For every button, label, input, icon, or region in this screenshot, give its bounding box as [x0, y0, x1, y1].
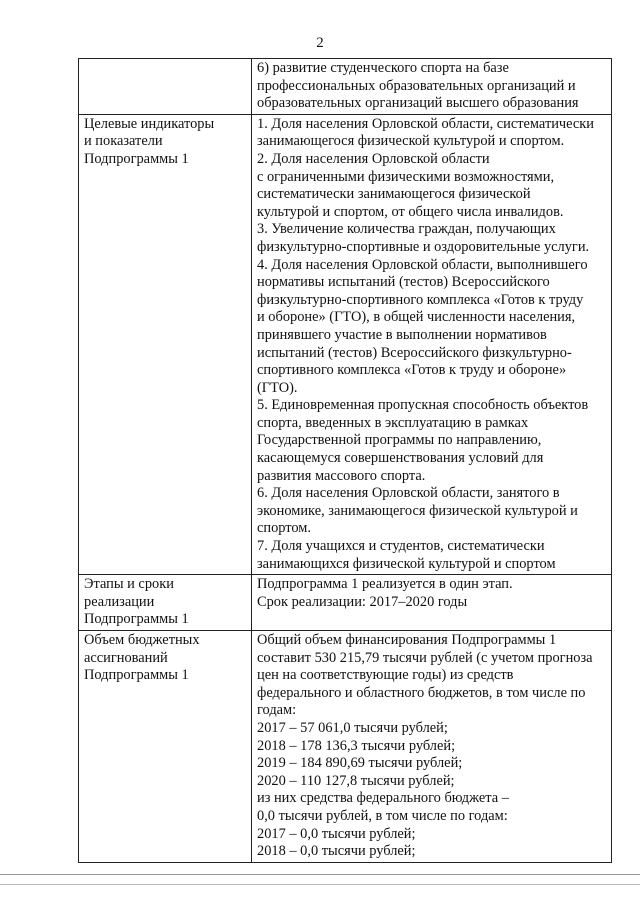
row-content-line: 2017 – 57 061,0 тысячи рублей;	[257, 719, 448, 736]
row-content-line: годам:	[257, 702, 297, 719]
row-heading-line: Подпрограммы 1	[84, 150, 189, 167]
page-number: 2	[316, 35, 324, 51]
row-content-line: федерального и областного бюджетов, в том числе по	[257, 684, 586, 701]
row-content-line: Общий объем финансирования Подпрограммы 1	[257, 632, 557, 648]
passport-table	[78, 58, 612, 863]
row-heading-line: Этапы и сроки	[84, 576, 174, 593]
row-content-line: 0,0 тысячи рублей, в том числе по годам:	[257, 807, 508, 824]
row-content-line: спорта, введенных в эксплуатацию в рамках	[257, 414, 529, 431]
row-content-line: 5. Единовременная пропускная способность объектов	[257, 397, 589, 414]
row-content-line: 2018 – 178 136,3 тысячи рублей;	[257, 737, 456, 754]
row-content-line: (ГТО).	[257, 379, 298, 396]
row-heading-line: Целевые индикаторы	[84, 115, 215, 132]
table-row	[79, 59, 612, 115]
row-content-line: физкультурно-спортивного комплекса «Готов к труду	[257, 291, 584, 308]
row-content-cell	[252, 59, 612, 115]
row-content-line: профессиональных образовательных организаций и	[257, 77, 576, 94]
row-content-line: 3. Увеличение количества граждан, получающих	[257, 221, 556, 238]
row-content-line: Подпрограмма 1 реализуется в один этап.	[257, 576, 513, 593]
table-body	[79, 59, 612, 863]
row-content-line: 6. Доля населения Орловской области, занятого в	[257, 485, 560, 502]
row-content-cell	[252, 631, 612, 863]
table-row	[79, 575, 612, 631]
row-content-line: касающемуся совершенствования условий для	[257, 450, 544, 467]
row-content-line: образовательных организаций высшего образования	[257, 95, 579, 112]
row-content-line: 6) развитие студенческого спорта на базе	[257, 60, 509, 76]
scan-edge-line	[0, 874, 640, 875]
row-heading-cell	[79, 114, 252, 574]
row-content-line: физкультурно-спортивные и оздоровительные услуги.	[257, 238, 590, 255]
row-content-line: занимающихся физической культурой и спортом	[257, 555, 556, 572]
row-heading-cell	[79, 59, 252, 115]
row-content-line: нормативы испытаний (тестов) Всероссийского	[257, 274, 550, 291]
row-content-line: Срок реализации: 2017–2020 годы	[257, 593, 468, 610]
row-content-line: 1. Доля населения Орловской области, систематически	[257, 115, 594, 132]
row-content-line: 2020 – 110 127,8 тысячи рублей;	[257, 772, 455, 789]
row-content-line: цен на соответствующие годы) из средств	[257, 667, 514, 684]
row-heading-line: реализации	[84, 593, 155, 610]
table-row	[79, 631, 612, 863]
row-heading-cell	[79, 575, 252, 631]
row-content-cell	[252, 575, 612, 631]
row-content-line: занимающегося физической культурой и спортом.	[257, 133, 565, 150]
scan-edge-line	[0, 884, 640, 885]
row-content-line: 2017 – 0,0 тысячи рублей;	[257, 825, 416, 842]
row-content-line: 2018 – 0,0 тысячи рублей;	[257, 843, 416, 860]
row-content-line: Государственной программы по направлению,	[257, 432, 542, 449]
row-content-line: испытаний (тестов) Всероссийского физкультурно-	[257, 344, 572, 361]
row-content-line: 2. Доля населения Орловской области	[257, 150, 490, 167]
row-heading-line: ассигнований	[84, 649, 168, 666]
row-content-line: культурой и спортом, от общего числа инвалидов.	[257, 203, 564, 220]
row-content-line: развития массового спорта.	[257, 467, 426, 484]
row-content-line: 7. Доля учащихся и студентов, систематически	[257, 538, 545, 555]
row-heading-line: Объем бюджетных	[84, 632, 200, 648]
row-heading-line: и показатели	[84, 133, 163, 150]
row-content-cell	[252, 114, 612, 574]
row-content-line: 2019 – 184 890,69 тысячи рублей;	[257, 755, 463, 772]
row-heading-cell	[79, 631, 252, 863]
row-content-line: и обороне» (ГТО), в общей численности населения,	[257, 309, 576, 326]
row-heading-line: Подпрограммы 1	[84, 667, 189, 684]
row-heading-line: Подпрограммы 1	[84, 611, 189, 628]
row-content-line: из них средства федерального бюджета –	[257, 790, 509, 807]
row-content-line: принявшего участие в выполнении нормативов	[257, 326, 547, 343]
row-content-line: с ограниченными физическими возможностями,	[257, 168, 555, 185]
row-content-line: спортом.	[257, 520, 312, 537]
row-content-line: систематически занимающегося физической	[257, 186, 531, 203]
row-content-line: составит 530 215,79 тысячи рублей (с учетом прогноза	[257, 649, 593, 666]
row-content-line: спортивного комплекса «Готов к труду и обороне»	[257, 362, 567, 379]
row-content-line: 4. Доля населения Орловской области, выполнившего	[257, 256, 588, 273]
row-content-line: экономике, занимающегося физической культурой и	[257, 502, 578, 519]
table-row	[79, 114, 612, 574]
